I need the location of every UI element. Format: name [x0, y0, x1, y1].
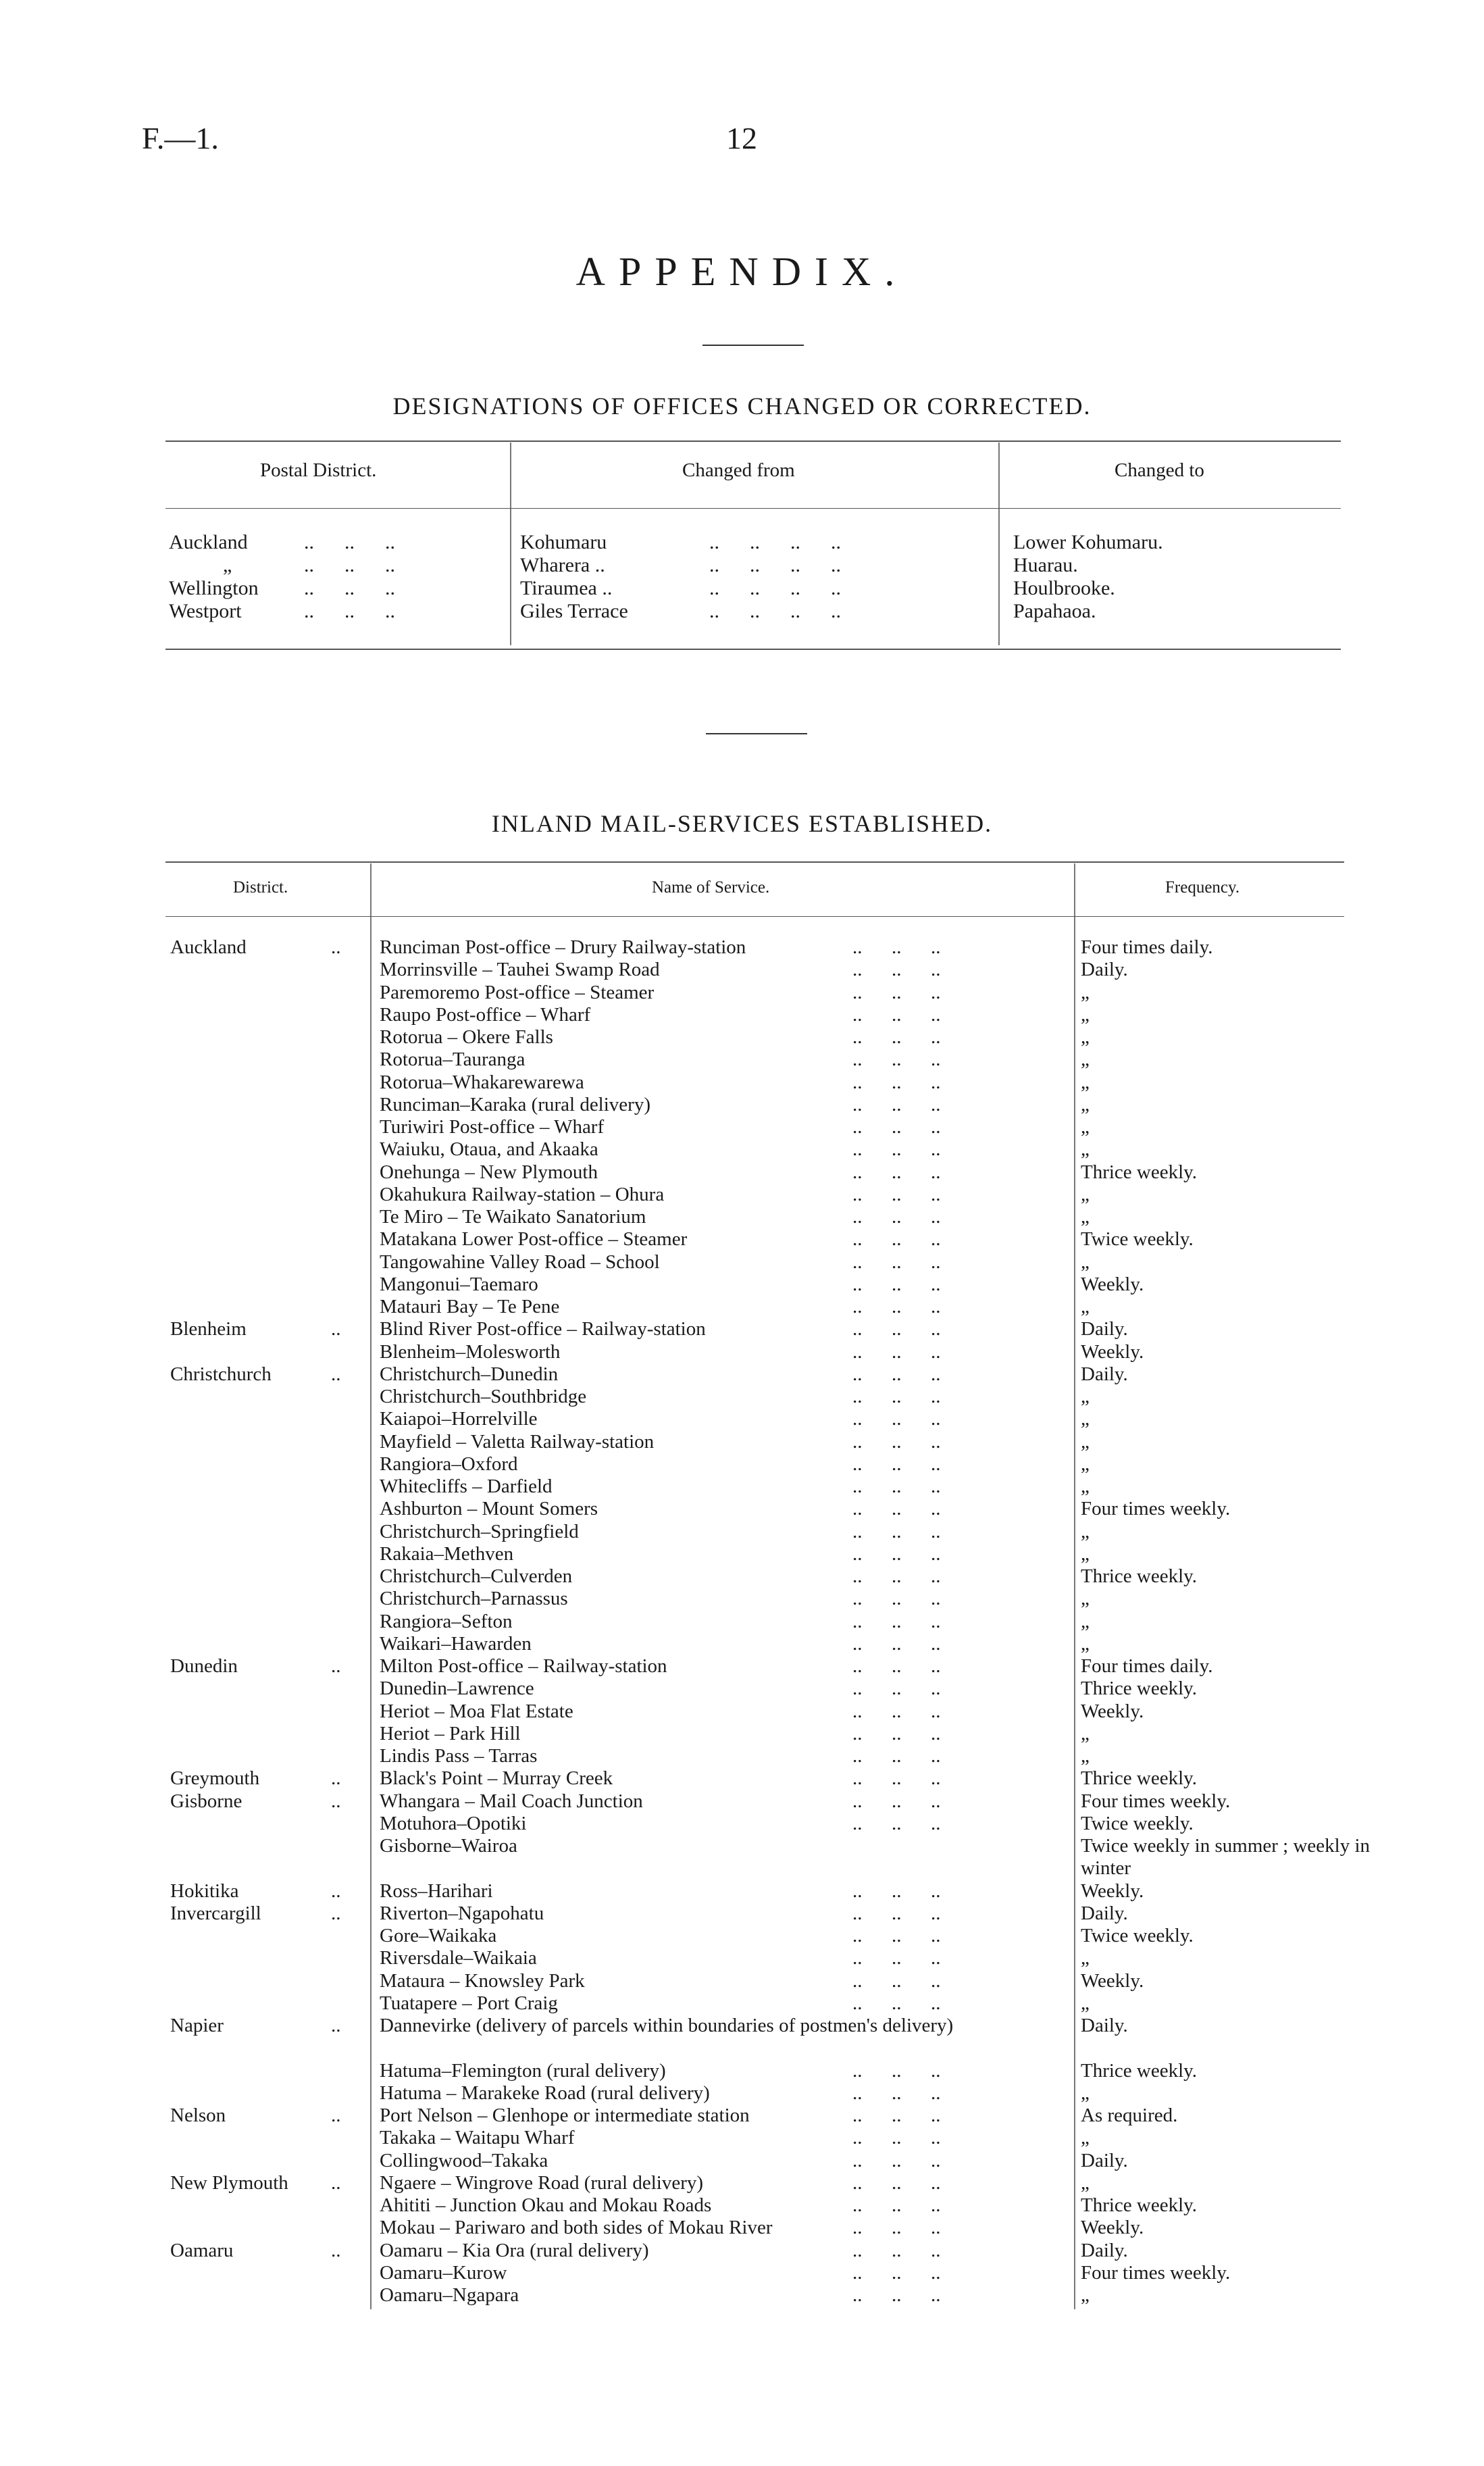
table-row: [0, 1701, 1484, 1723]
leader-dots: .. .. ..: [852, 1947, 941, 1969]
table-row: [0, 1408, 1484, 1430]
leader-dots: ..: [331, 2105, 341, 2126]
leader-dots: .. .. ..: [852, 1183, 941, 1205]
frequency-cell: „: [1081, 2284, 1090, 2306]
table-row: [0, 1251, 1484, 1274]
table-row: [0, 1004, 1484, 1026]
service-cell: Turiwiri Post-office – Wharf: [380, 1116, 605, 1138]
service-cell: Hatuma–Flemington (rural delivery): [380, 2059, 666, 2082]
leader-dots: .. .. ..: [852, 1273, 941, 1295]
service-cell: Whangara – Mail Coach Junction: [380, 1790, 643, 1812]
changed-from-cell: Kohumaru: [520, 531, 607, 553]
frequency-cell: As required.: [1081, 2105, 1178, 2126]
leader-dots: .. .. ..: [852, 1408, 941, 1430]
table-row: [0, 1611, 1484, 1633]
district-cell: Wellington: [169, 577, 259, 599]
table-row: [0, 1723, 1484, 1745]
frequency-cell: Daily.: [1081, 1363, 1128, 1385]
leader-dots: .. .. ..: [852, 1093, 941, 1115]
leader-dots: ..: [331, 1767, 341, 1790]
frequency-cell: „: [1081, 1026, 1090, 1048]
title-rule: [702, 345, 804, 346]
frequency-cell: „: [1081, 1745, 1090, 1767]
service-cell: Rangiora–Oxford: [380, 1453, 518, 1475]
district-cell: Westport: [169, 600, 242, 622]
changed-to-cell: Papahaoa.: [1013, 600, 1096, 622]
leader-dots: .. .. ..: [852, 2239, 941, 2261]
frequency-cell: Thrice weekly.: [1081, 1767, 1198, 1790]
frequency-cell: Weekly.: [1081, 1969, 1144, 1992]
leader-dots: .. .. ..: [852, 1745, 941, 1767]
frequency-cell: „: [1081, 1296, 1090, 1317]
service-cell: Port Nelson – Glenhope or intermediate station: [380, 2105, 750, 2126]
leader-dots: .. .. ..: [852, 1228, 941, 1251]
page-number: 12: [726, 121, 757, 155]
service-cell: Motuhora–Opotiki: [380, 1812, 527, 1834]
frequency-cell: „: [1081, 1071, 1090, 1093]
service-cell: Ross–Harihari: [380, 1880, 493, 1902]
service-cell: Heriot – Park Hill: [380, 1722, 521, 1744]
service-cell: Heriot – Moa Flat Estate: [380, 1700, 573, 1722]
frequency-cell: „: [1081, 1520, 1090, 1542]
leader-dots: .. .. ..: [852, 1565, 941, 1587]
leader-dots: .. .. .. ..: [709, 600, 841, 622]
table-row: [0, 1947, 1484, 1969]
leader-dots: .. .. ..: [852, 1430, 941, 1453]
frequency-cell: „: [1081, 1453, 1090, 1475]
service-cell: Morrinsville – Tauhei Swamp Road: [380, 959, 660, 981]
leader-dots: ..: [331, 1655, 341, 1677]
table-row: [0, 2194, 1484, 2217]
frequency-cell: „: [1081, 1542, 1090, 1565]
leader-dots: .. .. ..: [852, 1655, 941, 1677]
leader-dots: .. .. ..: [852, 1003, 941, 1026]
designations-col-divider-2: [998, 443, 1000, 645]
leader-dots: .. .. ..: [852, 1880, 941, 1902]
frequency-cell: „: [1081, 2127, 1090, 2149]
frequency-cell: „: [1081, 1206, 1090, 1228]
designations-col-divider-1: [510, 443, 511, 645]
table-row: [0, 1790, 1484, 1813]
frequency-cell: „: [1081, 1476, 1090, 1497]
frequency-cell: Four times weekly.: [1081, 1790, 1231, 1812]
leader-dots: .. .. ..: [852, 2261, 941, 2284]
service-cell: Rotorua–Tauranga: [380, 1049, 526, 1071]
table-row: [0, 1498, 1484, 1520]
table-row: [0, 1970, 1484, 1992]
leader-dots: .. .. ..: [852, 1296, 941, 1317]
leader-dots: .. .. ..: [852, 936, 941, 958]
inland-col-frequency: Frequency.: [1165, 878, 1240, 897]
leader-dots: .. .. ..: [852, 1678, 941, 1700]
service-cell: Christchurch–Springfield: [380, 1520, 579, 1542]
frequency-cell: Weekly.: [1081, 1340, 1144, 1363]
table-row: [0, 2060, 1484, 2082]
district-cell: Auckland: [170, 936, 247, 958]
frequency-cell: Twice weekly.: [1081, 1228, 1194, 1251]
service-cell: Mangonui–Taemaro: [380, 1273, 538, 1295]
leader-dots: .. .. ..: [852, 1722, 941, 1744]
service-cell: Hatuma – Marakeke Road (rural delivery): [380, 2082, 710, 2104]
leader-dots: .. .. ..: [852, 1902, 941, 1924]
leader-dots: ..: [331, 936, 341, 958]
table-row: [0, 1745, 1484, 1767]
table-row: [0, 1813, 1484, 1835]
frequency-cell: „: [1081, 1093, 1090, 1115]
table-row: [0, 982, 1484, 1004]
table-row: [0, 1835, 1484, 1880]
table-row: [0, 1521, 1484, 1543]
service-cell: Ashburton – Mount Somers: [380, 1498, 598, 1520]
frequency-cell: „: [1081, 1947, 1090, 1969]
leader-dots: .. .. ..: [852, 2194, 941, 2216]
frequency-cell: „: [1081, 2082, 1090, 2104]
district-cell: Oamaru: [170, 2239, 234, 2261]
leader-dots: .. .. ..: [852, 1206, 941, 1228]
table-row: [0, 1184, 1484, 1206]
leader-dots: ..: [331, 1363, 341, 1385]
leader-dots: .. .. ..: [852, 1588, 941, 1610]
table-row: [0, 1903, 1484, 1925]
service-cell: Okahukura Railway-station – Ohura: [380, 1183, 665, 1205]
district-cell: „: [223, 554, 232, 576]
changed-to-cell: Huarau.: [1013, 554, 1078, 576]
service-cell: Ngaere – Wingrove Road (rural delivery): [380, 2171, 704, 2194]
service-cell: Gore–Waikaka: [380, 1925, 497, 1946]
frequency-cell: Twice weekly.: [1081, 1812, 1194, 1834]
leader-dots: .. .. ..: [852, 1542, 941, 1565]
frequency-cell: „: [1081, 981, 1090, 1003]
table-row: [0, 1880, 1484, 1903]
leader-dots: .. .. ..: [304, 554, 395, 576]
service-cell: Rakaia–Methven: [380, 1542, 514, 1565]
table-row: [0, 1296, 1484, 1318]
service-cell: Waikari–Hawarden: [380, 1632, 532, 1655]
table-row: [0, 1453, 1484, 1476]
frequency-cell: „: [1081, 1386, 1090, 1407]
inland-top-rule: [165, 861, 1344, 863]
leader-dots: .. .. ..: [852, 1632, 941, 1655]
leader-dots: .. .. ..: [852, 1116, 941, 1138]
table-row: [0, 1386, 1484, 1408]
table-row: [0, 1049, 1484, 1071]
service-cell: Mataura – Knowsley Park: [380, 1969, 585, 1992]
leader-dots: ..: [331, 1902, 341, 1924]
table-row: [0, 1678, 1484, 1700]
leader-dots: ..: [331, 1318, 341, 1340]
page-reference: F.—1.: [142, 121, 219, 155]
leader-dots: .. .. ..: [852, 1700, 941, 1722]
table-row: [0, 2150, 1484, 2172]
service-cell: Rotorua–Whakarewarewa: [380, 1071, 584, 1093]
leader-dots: .. .. ..: [852, 1790, 941, 1812]
service-cell: Riversdale–Waikaia: [380, 1947, 537, 1969]
table-row: [0, 1543, 1484, 1565]
service-cell: Oamaru–Ngapara: [380, 2284, 519, 2306]
frequency-cell: „: [1081, 1610, 1090, 1632]
frequency-cell: Twice weekly in summer ; weekly in winter: [1081, 1835, 1371, 1879]
table-row: [0, 2262, 1484, 2284]
service-cell: Runciman Post-office – Drury Railway-station: [380, 936, 746, 958]
service-cell: Christchurch–Culverden: [380, 1565, 573, 1587]
table-row: [0, 1341, 1484, 1363]
leader-dots: .. .. ..: [852, 1026, 941, 1048]
inland-col-service: Name of Service.: [652, 878, 770, 897]
service-cell: Matauri Bay – Te Pene: [380, 1296, 560, 1317]
frequency-cell: Daily.: [1081, 1902, 1128, 1924]
frequency-cell: Four times weekly.: [1081, 1498, 1231, 1520]
table-row: [0, 2172, 1484, 2194]
service-cell: Ahititi – Junction Okau and Mokau Roads: [380, 2194, 712, 2216]
service-cell: Christchurch–Southbridge: [380, 1386, 587, 1407]
leader-dots: .. .. ..: [852, 1610, 941, 1632]
frequency-cell: „: [1081, 1049, 1090, 1071]
frequency-cell: „: [1081, 1003, 1090, 1026]
leader-dots: .. .. ..: [852, 2105, 941, 2126]
table-row: [0, 2015, 1484, 2060]
frequency-cell: Thrice weekly.: [1081, 2059, 1198, 2082]
table-row: [0, 1228, 1484, 1251]
leader-dots: .. .. ..: [852, 1318, 941, 1340]
leader-dots: .. .. ..: [852, 1049, 941, 1071]
leader-dots: .. .. ..: [852, 1453, 941, 1475]
service-cell: Paremoremo Post-office – Steamer: [380, 981, 655, 1003]
service-cell: Blenheim–Molesworth: [380, 1340, 561, 1363]
service-cell: Black's Point – Murray Creek: [380, 1767, 613, 1790]
district-cell: Auckland: [169, 531, 248, 553]
frequency-cell: „: [1081, 1183, 1090, 1205]
leader-dots: .. .. ..: [852, 2217, 941, 2239]
leader-dots: .. .. ..: [852, 1498, 941, 1520]
table-row: [0, 1476, 1484, 1498]
service-cell: Matakana Lower Post-office – Steamer: [380, 1228, 688, 1251]
table-row: [0, 1274, 1484, 1296]
table-row: [0, 2082, 1484, 2105]
frequency-cell: Daily.: [1081, 2015, 1128, 2036]
service-cell: Riverton–Ngapohatu: [380, 1902, 544, 1924]
frequency-cell: Twice weekly.: [1081, 1925, 1194, 1946]
table-row: [0, 2284, 1484, 2307]
table-row: [0, 1094, 1484, 1116]
table-row: [0, 1565, 1484, 1588]
leader-dots: .. .. ..: [852, 2171, 941, 2194]
frequency-cell: Daily.: [1081, 2239, 1128, 2261]
leader-dots: .. .. ..: [852, 2149, 941, 2171]
frequency-cell: Weekly.: [1081, 1880, 1144, 1902]
leader-dots: .. .. ..: [852, 1161, 941, 1183]
service-cell: Takaka – Waitapu Wharf: [380, 2127, 575, 2149]
leader-dots: ..: [331, 2015, 341, 2036]
leader-dots: .. .. ..: [852, 1812, 941, 1834]
service-cell: Mokau – Pariwaro and both sides of Mokau River: [380, 2217, 773, 2239]
district-cell: Dunedin: [170, 1655, 238, 1677]
inland-col-district: District.: [233, 878, 288, 897]
leader-dots: .. .. ..: [852, 2059, 941, 2082]
frequency-cell: Weekly.: [1081, 2217, 1144, 2239]
frequency-cell: Daily.: [1081, 2149, 1128, 2171]
designations-top-rule: [165, 441, 1341, 442]
leader-dots: .. .. ..: [852, 1969, 941, 1992]
table-row: [0, 2127, 1484, 2149]
table-row: [0, 936, 1484, 959]
service-cell: Oamaru–Kurow: [380, 2261, 507, 2284]
frequency-cell: „: [1081, 1632, 1090, 1655]
frequency-cell: „: [1081, 1588, 1090, 1610]
table-row: [0, 1655, 1484, 1678]
table-row: [0, 1072, 1484, 1094]
frequency-cell: Thrice weekly.: [1081, 2194, 1198, 2216]
service-cell: Dannevirke (delivery of parcels within boundaries of postmen's delivery): [380, 2015, 954, 2036]
service-cell: Kaiapoi–Horrelville: [380, 1408, 538, 1430]
service-cell: Tangowahine Valley Road – School: [380, 1251, 660, 1273]
service-cell: Christchurch–Dunedin: [380, 1363, 559, 1385]
table-row: [0, 1161, 1484, 1184]
frequency-cell: „: [1081, 2171, 1090, 2194]
changed-to-cell: Houlbrooke.: [1013, 577, 1115, 599]
inland-heading: INLAND MAIL-SERVICES ESTABLISHED.: [491, 810, 993, 837]
service-cell: Milton Post-office – Railway-station: [380, 1655, 667, 1677]
district-cell: Hokitika: [170, 1880, 239, 1902]
table-row: [0, 959, 1484, 981]
service-cell: Onehunga – New Plymouth: [380, 1161, 598, 1183]
table-row: [0, 2240, 1484, 2262]
service-cell: Raupo Post-office – Wharf: [380, 1003, 591, 1026]
table-row: [0, 1026, 1484, 1049]
leader-dots: ..: [331, 2171, 341, 2194]
frequency-cell: „: [1081, 1722, 1090, 1744]
table-row: [0, 2105, 1484, 2127]
frequency-cell: „: [1081, 1408, 1090, 1430]
frequency-cell: Thrice weekly.: [1081, 1678, 1198, 1700]
designations-head-rule: [165, 508, 1341, 509]
district-cell: Greymouth: [170, 1767, 260, 1790]
leader-dots: .. .. ..: [852, 2284, 941, 2306]
service-cell: Mayfield – Valetta Railway-station: [380, 1430, 655, 1453]
table-row: [0, 1363, 1484, 1386]
table-row: [0, 1992, 1484, 2015]
service-cell: Rangiora–Sefton: [380, 1610, 513, 1632]
leader-dots: ..: [331, 2239, 341, 2261]
table-row: [0, 1138, 1484, 1161]
service-cell: Te Miro – Te Waikato Sanatorium: [380, 1206, 646, 1228]
leader-dots: .. .. ..: [852, 1925, 941, 1946]
district-cell: Christchurch: [170, 1363, 272, 1385]
inland-body: [0, 936, 1484, 2307]
table-row: [0, 2217, 1484, 2239]
frequency-cell: Daily.: [1081, 1318, 1128, 1340]
table-row: [0, 1925, 1484, 1947]
service-cell: Tuatapere – Port Craig: [380, 1992, 558, 2014]
leader-dots: .. .. ..: [852, 1071, 941, 1093]
changed-from-cell: Wharera ..: [520, 554, 605, 576]
district-cell: Gisborne: [170, 1790, 242, 1812]
frequency-cell: Thrice weekly.: [1081, 1161, 1198, 1183]
leader-dots: .. .. ..: [852, 1138, 941, 1161]
frequency-cell: Weekly.: [1081, 1273, 1144, 1295]
service-cell: Oamaru – Kia Ora (rural delivery): [380, 2239, 649, 2261]
service-cell: Blind River Post-office – Railway-station: [380, 1318, 706, 1340]
leader-dots: .. .. ..: [852, 959, 941, 981]
leader-dots: .. .. ..: [852, 1520, 941, 1542]
frequency-cell: „: [1081, 1116, 1090, 1138]
leader-dots: .. .. ..: [852, 1386, 941, 1407]
frequency-cell: Thrice weekly.: [1081, 1565, 1198, 1587]
leader-dots: .. .. ..: [852, 2127, 941, 2149]
district-cell: Blenheim: [170, 1318, 247, 1340]
leader-dots: .. .. ..: [852, 1363, 941, 1385]
frequency-cell: Four times weekly.: [1081, 2261, 1231, 2284]
district-cell: Napier: [170, 2015, 224, 2036]
leader-dots: .. .. .. ..: [709, 577, 841, 599]
inland-head-rule: [165, 916, 1344, 917]
frequency-cell: „: [1081, 1430, 1090, 1453]
service-cell: Rotorua – Okere Falls: [380, 1026, 553, 1048]
frequency-cell: Four times daily.: [1081, 936, 1213, 958]
frequency-cell: Daily.: [1081, 959, 1128, 981]
section-separator-rule: [706, 733, 807, 734]
district-cell: New Plymouth: [170, 2171, 288, 2194]
leader-dots: .. .. ..: [304, 600, 395, 622]
leader-dots: .. .. ..: [852, 1340, 941, 1363]
leader-dots: ..: [331, 1790, 341, 1812]
table-row: [0, 1767, 1484, 1790]
table-row: [0, 1431, 1484, 1453]
service-cell: Runciman–Karaka (rural delivery): [380, 1093, 650, 1115]
service-cell: Waiuku, Otaua, and Akaaka: [380, 1138, 598, 1161]
table-row: [0, 1206, 1484, 1228]
service-cell: Dunedin–Lawrence: [380, 1678, 534, 1700]
service-cell: Christchurch–Parnassus: [380, 1588, 568, 1610]
district-cell: Nelson: [170, 2105, 226, 2126]
leader-dots: .. .. ..: [852, 981, 941, 1003]
changed-to-cell: Lower Kohumaru.: [1013, 531, 1163, 553]
frequency-cell: „: [1081, 1992, 1090, 2014]
appendix-title: APPENDIX.: [575, 249, 909, 294]
frequency-cell: Four times daily.: [1081, 1655, 1213, 1677]
leader-dots: .. .. ..: [852, 1767, 941, 1790]
leader-dots: .. .. ..: [852, 2082, 941, 2104]
table-row: [0, 1318, 1484, 1340]
designations-bottom-rule: [165, 649, 1341, 650]
leader-dots: .. .. ..: [852, 1476, 941, 1497]
leader-dots: .. .. .. ..: [709, 554, 841, 576]
frequency-cell: Weekly.: [1081, 1700, 1144, 1722]
table-row: [0, 1116, 1484, 1138]
frequency-cell: „: [1081, 1251, 1090, 1273]
designations-col-to: Changed to: [1115, 459, 1204, 481]
changed-from-cell: Tiraumea ..: [520, 577, 613, 599]
designations-col-from: Changed from: [682, 459, 795, 481]
service-cell: Collingwood–Takaka: [380, 2149, 548, 2171]
leader-dots: .. .. .. ..: [709, 531, 841, 553]
designations-col-district: Postal District.: [260, 459, 377, 481]
district-cell: Invercargill: [170, 1902, 261, 1924]
service-cell: Lindis Pass – Tarras: [380, 1745, 538, 1767]
leader-dots: .. .. ..: [304, 577, 395, 599]
changed-from-cell: Giles Terrace: [520, 600, 628, 622]
table-row: [0, 1633, 1484, 1655]
leader-dots: .. .. ..: [852, 1992, 941, 2014]
designations-heading: DESIGNATIONS OF OFFICES CHANGED OR CORRECTED.: [392, 393, 1092, 420]
frequency-cell: „: [1081, 1138, 1090, 1161]
leader-dots: ..: [331, 1880, 341, 1902]
leader-dots: .. .. ..: [852, 1251, 941, 1273]
service-cell: Whitecliffs – Darfield: [380, 1476, 553, 1497]
service-cell: Gisborne–Wairoa: [380, 1835, 517, 1857]
table-row: [0, 1588, 1484, 1610]
leader-dots: .. .. ..: [304, 531, 395, 553]
